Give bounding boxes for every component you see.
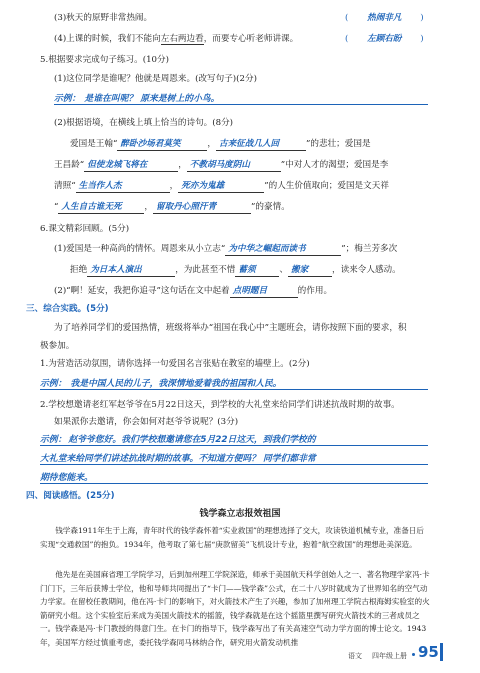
section3-q1-answer-line: 示例： 我是中国人民的儿子，我深情地爱着我的祖国和人民。 xyxy=(40,376,428,390)
q6-s2-line: (2)“啊！延安，我把你追寻”这句话在文中起着 点明题目 的作用。 xyxy=(54,286,333,296)
q5-s1-answer: 是谁在叫呢？ 原来是树上的小鸟。 xyxy=(84,94,220,104)
section3-q2-answer-line2: 大礼堂来给同学们讲述抗战时期的故事。不知道方便吗？ 同学们都非常 xyxy=(40,451,428,465)
q5-s1: (1)这位同学是谁呢？他就是周恩来。(改写句子)(2分) xyxy=(54,74,257,84)
page-edge-bar xyxy=(440,643,443,661)
page-number: 95 xyxy=(418,643,439,661)
q4-line: (4)上课的时候，我们不能向左右两边看，而要专心听老师讲课。 xyxy=(54,34,299,44)
q6-s1-line2: 拒绝 为日本人演出 ，为此甚至不惜 蓄须 、 搬家 ，读来令人感动。 xyxy=(70,265,401,275)
section3-q2-line2: 如果派你去邀请，你会如何对赵爷爷说呢？(3分) xyxy=(54,417,239,427)
q5-s2-line2: 王昌龄“ 但使龙城飞将在 ， 不教胡马度阴山 ”中对人才的渴望；爱国是李 xyxy=(54,160,389,170)
footer-grade: 四年级上册 xyxy=(372,652,407,660)
section3-intro-1: 为了培养同学们的爱国热情，班级将举办“祖国在我心中”主题班会，请你按照下面的要求，积 xyxy=(54,323,407,333)
footer-subject: 语文 xyxy=(348,652,362,660)
q3-answer-box: ( 热闹非凡 ) xyxy=(345,13,424,23)
q6-s1-line1: (1)爱国是一种高尚的情怀。周恩来从小立志“ 为中华之崛起而读书 ”；梅兰芳多次 xyxy=(54,244,398,254)
q4-answer: 左顾右盼 xyxy=(367,34,402,44)
q3-text: (3)秋天的原野非常热闹。 xyxy=(54,13,153,23)
section3-heading: 三、综合实践。(5分) xyxy=(26,304,109,314)
q3-line xyxy=(54,12,152,24)
section3-q1: 1.为营造活动氛围，请你选择一句爱国名言张贴在教室的墙壁上。(2分) xyxy=(40,359,310,369)
article-paragraph-1: 钱学森1911年生于上海，青年时代的钱学森怀着“实业救国”的理想选择了交大，攻读铁道机械专业，准备日后实现“交通救国”的抱负。1934年，他考取了第七届“庚款留美”飞机设计专业，抱着“航空救国”的理想赴美深造。 xyxy=(40,526,424,549)
q5-s1-answer-line: 示例： 是谁在叫呢？ 原来是树上的小鸟。 xyxy=(54,91,428,105)
q5-s2-line3: 清照“ 生当作人杰 ， 死亦为鬼雄 ”的人生价值取向；爱国是文天祥 xyxy=(54,181,389,191)
article-paragraph-2: 他先是在美国麻省理工学院学习，后到加州理工学院深造，师承于美国航天科学创始人之一、著名物理学家冯·卡门门下，三年后获博士学位，他和导师共同提出了“卡门——钱学森”公式，在二十八岁时就成为了世界知名的空气动力学家。在留校任教期间，他在冯·卡门的影响下，对火箭技术产生了兴趣，参加了加州理工学院古根海姆实验室的火箭研究小组。这个实验室后来成为美国火箭技术的摇篮，钱学森就是在这个摇篮里撰写研究火箭技术的三者成员之一。 xyxy=(40,570,430,634)
footer-dot xyxy=(412,653,415,656)
section3-q2-line1: 2.学校想邀请老红军赵爷爷在5月22日这天，到学校的大礼堂来给同学们讲述抗战时期的故事。 xyxy=(40,400,400,410)
section3-intro-2: 极参加。 xyxy=(40,341,75,351)
section3-q2-answer-line3: 期待您能来。 xyxy=(40,470,428,484)
section3-q2-answer-line1: 示例： 赵爷爷您好。我们学校想邀请您在5月22日这天，到我们学校的 xyxy=(40,432,428,446)
article-title: 钱学森立志报效祖国 xyxy=(199,509,281,519)
q3-answer: 热闹非凡 xyxy=(367,13,402,23)
q5-s2: (2)根据语境，在横线上填上恰当的诗句。(8分) xyxy=(54,118,234,128)
q5-s2-line1: 爱国是王翰“ 醉卧沙场君莫笑 ， 古来征战几人回 ”的悲壮；爱国是 xyxy=(70,139,371,149)
q5-s2-line4: “ 人生自古谁无死 ， 留取丹心照汗青 ”的豪情。 xyxy=(54,202,290,212)
section4-heading: 四、阅读感悟。(25分) xyxy=(26,491,115,501)
q4-underlined: 左右两边看 xyxy=(160,34,204,44)
q4-answer-box: ( 左顾右盼 ) xyxy=(345,34,424,44)
section3-q1-answer: 我是中国人民的儿子，我深情地爱着我的祖国和人民。 xyxy=(70,379,282,389)
q6-heading: 6.课文精彩回顾。(5分) xyxy=(40,224,130,234)
article-paragraph-3: 钱学森是冯·卡门教授的得意门生。在卡门的指导下，钱学森写出了有关高速空气动力学方面的博士论文。1943年，美国军方经过慎重考虑，委托钱学森同马林纳合作，研究用火箭发动机推 xyxy=(40,624,427,647)
q5-heading: 5.根据要求完成句子练习。(10分) xyxy=(40,55,169,65)
